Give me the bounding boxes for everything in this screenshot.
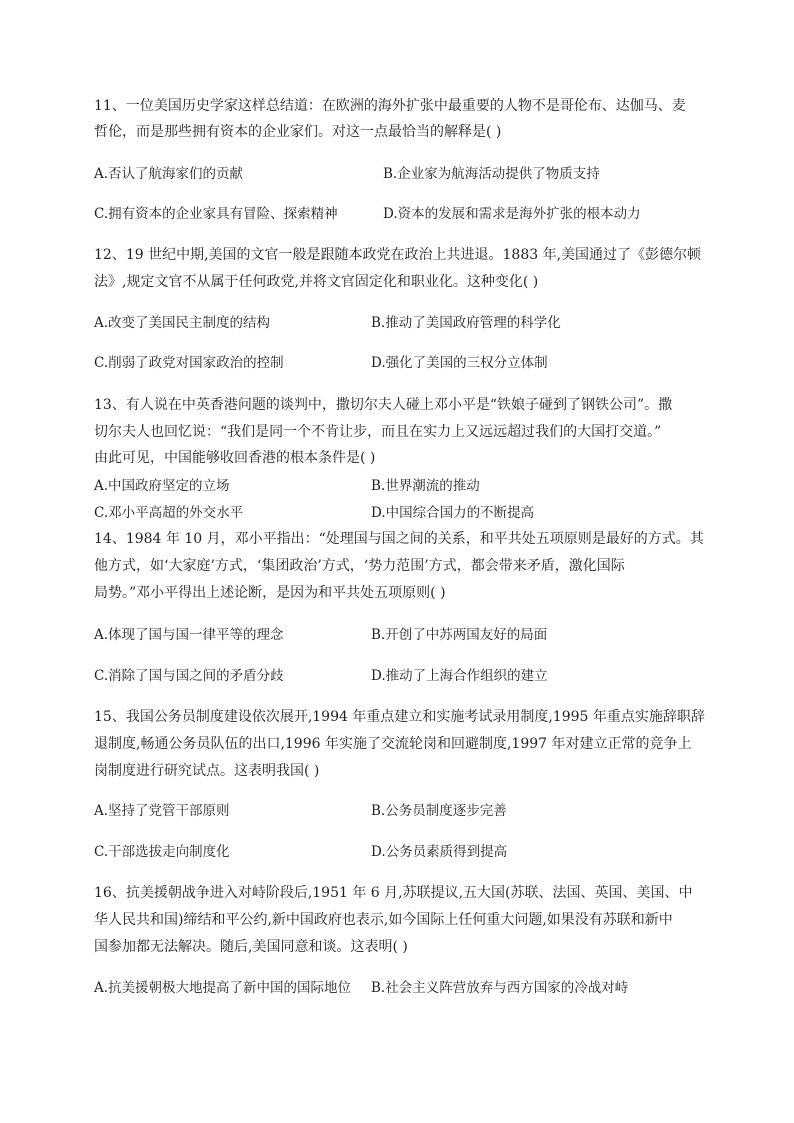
question-16-line-1: 16、抗美援朝战争进入对峙阶段后,1951 年 6 月,苏联提议,五大国(苏联、法国、英国、美国、中 (94, 885, 693, 901)
question-16-line-2: 华人民共和国)缔结和平公约,新中国政府也表示,如今国际上任何重大问题,如果没有苏联和新中 (94, 912, 673, 928)
question-15-option-c: C.干部选拔走向制度化 (94, 844, 230, 860)
question-12-option-c: C.削弱了政党对国家政治的控制 (94, 355, 284, 371)
question-14-option-d: D.推动了上海合作组织的建立 (371, 668, 548, 684)
question-16-option-a: A.抗美援朝极大地提高了新中国的国际地位 (94, 980, 352, 996)
question-13-line-1: 13、有人说在中英香港问题的谈判中，撒切尔夫人碰上邓小平是“铁娘子碰到了钢铁公司”。撒 (94, 397, 673, 413)
question-12-option-d: D.强化了美国的三权分立体制 (371, 355, 548, 371)
question-13-line-2: 切尔夫人也回忆说：“我们是同一个不肯让步，而且在实力上又远远超过我们的大国打交道。” (94, 424, 662, 440)
question-16-option-b: B.社会主义阵营放弃与西方国家的冷战对峙 (371, 980, 629, 996)
question-15-option-d: D.公务员素质得到提高 (371, 844, 508, 860)
question-14-line-2: 他方式，如‘大家庭’方式，‘集团政治’方式，‘势力范围’方式，都会带来矛盾，激化国际 (94, 558, 625, 574)
question-14-line-3: 局势。”邓小平得出上述论断，是因为和平共处五项原则( ) (94, 585, 446, 601)
question-15-line-3: 岗制度进行研究试点。这表明我国( ) (94, 763, 320, 779)
question-11-option-a: A.否认了航海家们的贡献 (94, 166, 244, 182)
question-14-line-1: 14、1984 年 10 月，邓小平指出：“处理国与国之间的关系，和平共处五项原则是最好的方式。其 (94, 531, 704, 547)
question-13-option-c: C.邓小平高超的外交水平 (94, 505, 244, 521)
question-13-option-b: B.世界潮流的推动 (371, 478, 480, 494)
question-11-line-1: 11、一位美国历史学家这样总结道：在欧洲的海外扩张中最重要的人物不是哥伦布、达伽马、麦 (94, 98, 686, 114)
question-11-option-d: D.资本的发展和需求是海外扩张的根本动力 (383, 206, 641, 222)
question-12-option-b: B.推动了美国政府管理的科学化 (371, 315, 561, 331)
question-14-option-b: B.开创了中苏两国友好的局面 (371, 627, 548, 643)
question-15-line-1: 15、我国公务员制度建设依次展开,1994 年重点建立和实施考试录用制度,1995 年重点实施辞职辞 (94, 709, 705, 725)
question-11-option-b: B.企业家为航海活动提供了物质支持 (383, 166, 600, 182)
question-16-line-3: 国参加都无法解决。随后,美国同意和谈。这表明( ) (94, 939, 408, 955)
question-11-option-c: C.拥有资本的企业家具有冒险、探索精神 (94, 206, 338, 222)
question-12-line-1: 12、19 世纪中期,美国的文官一般是跟随本政党在政治上共进退。1883 年,美国通过了《彭德尔顿 (94, 247, 702, 263)
question-15-line-2: 退制度,畅通公务员队伍的出口,1996 年实施了交流轮岗和回避制度,1997 年对建立正常的竞争上 (94, 736, 692, 752)
question-14-option-c: C.消除了国与国之间的矛盾分歧 (94, 668, 284, 684)
question-12-option-a: A.改变了美国民主制度的结构 (94, 315, 271, 331)
question-12-line-2: 法》,规定文官不从属于任何政党,并将文官固定化和职业化。这种变化( ) (94, 274, 539, 290)
question-13-line-3: 由此可见，中国能够收回香港的根本条件是( ) (94, 450, 376, 466)
question-13-option-a: A.中国政府坚定的立场 (94, 478, 230, 494)
question-15-option-a: A.坚持了党管干部原则 (94, 803, 230, 819)
question-11-line-2: 哲伦，而是那些拥有资本的企业家们。对这一点最恰当的解释是( ) (94, 124, 502, 140)
question-15-option-b: B.公务员制度逐步完善 (371, 803, 507, 819)
question-14-option-a: A.体现了国与国一律平等的理念 (94, 627, 284, 643)
question-13-option-d: D.中国综合国力的不断提高 (371, 505, 535, 521)
